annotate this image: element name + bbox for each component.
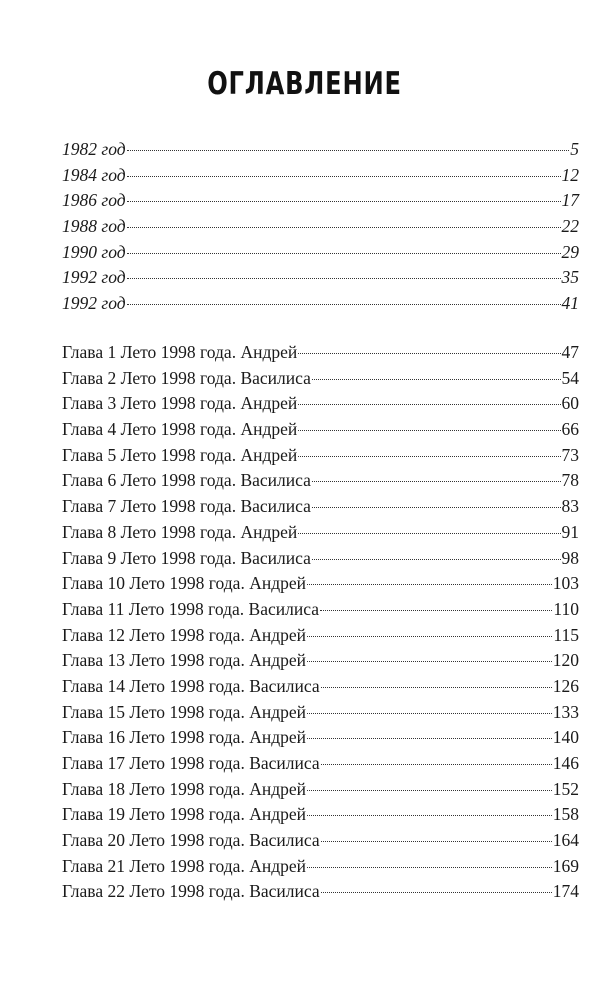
year-entry[interactable] [62, 240, 579, 266]
dot-leader [307, 867, 552, 868]
year-entry-label: 1990 год [62, 241, 126, 262]
chapter-entry-label: Глава 1 Лето 1998 года. Андрей [62, 342, 298, 362]
chapter-entry-page-number: 120 [552, 650, 579, 671]
chapter-entry-label: Глава 11 Лето 1998 года. Василиса [62, 598, 319, 619]
chapter-entry-page-number: 140 [552, 727, 579, 748]
chapter-entry-label: Глава 20 Лето 1998 года. Василиса [62, 830, 320, 851]
chapter-entry[interactable] [62, 648, 579, 674]
chapter-entry-label: Глава 6 Лето 1998 года. Василиса [62, 470, 311, 491]
dot-leader [312, 507, 561, 508]
year-entry-label: 1992 год [62, 293, 126, 314]
chapter-entry[interactable] [62, 674, 579, 700]
dot-leader [321, 892, 552, 893]
dot-leader [312, 379, 561, 380]
dot-leader [127, 227, 561, 228]
chapter-entry-page-number: 126 [552, 675, 579, 696]
chapter-entry[interactable] [62, 494, 579, 520]
year-entry-page-number: 17 [561, 190, 579, 211]
chapter-entry[interactable] [62, 443, 579, 469]
year-entry-page-number: 41 [561, 293, 579, 314]
chapter-entry-page-number: 73 [561, 444, 579, 465]
dot-leader [307, 636, 552, 637]
chapter-entry-label: Глава 16 Лето 1998 года. Андрей [62, 727, 306, 748]
chapter-entry-label: Глава 7 Лето 1998 года. Василиса [62, 496, 311, 517]
chapter-entry[interactable] [62, 725, 579, 751]
chapter-entry-page-number: 91 [561, 521, 579, 542]
year-entry[interactable] [62, 291, 579, 317]
chapter-entry[interactable] [62, 597, 579, 623]
chapter-entry[interactable] [62, 623, 579, 649]
dot-leader [298, 533, 560, 534]
chapter-entry-page-number: 83 [561, 496, 579, 517]
year-entry[interactable] [62, 188, 579, 214]
chapter-entry-page-number: 115 [553, 624, 579, 645]
chapter-entry[interactable] [62, 777, 579, 803]
year-entry-page-number: 22 [561, 216, 579, 237]
chapter-entry-page-number: 174 [552, 881, 579, 902]
dot-leader [127, 253, 561, 254]
dot-leader [320, 610, 552, 611]
chapter-entry-label: Глава 10 Лето 1998 года. Андрей [62, 573, 306, 594]
dot-leader [298, 430, 560, 431]
dot-leader [127, 304, 561, 305]
year-entry[interactable] [62, 265, 579, 291]
chapter-entry[interactable] [62, 391, 579, 417]
chapter-entry-label: Глава 12 Лето 1998 года. Андрей [62, 624, 306, 645]
chapter-entry-page-number: 98 [561, 547, 579, 568]
chapter-entry-label: Глава 18 Лето 1998 года. Андрей [62, 778, 306, 799]
chapter-entry-label: Глава 22 Лето 1998 года. Василиса [62, 881, 320, 902]
chapter-entry[interactable] [62, 751, 579, 777]
chapter-entry[interactable] [62, 468, 579, 494]
chapter-entry[interactable] [62, 520, 579, 546]
dot-leader [307, 584, 552, 585]
chapter-entry-label: Глава 21 Лето 1998 года. Андрей [62, 855, 306, 876]
chapter-entry-label: Глава 8 Лето 1998 года. Андрей [62, 521, 298, 542]
dot-leader [321, 764, 552, 765]
dot-leader [312, 481, 561, 482]
toc-chapters-section [62, 340, 579, 905]
page-title: ОГЛАВЛЕНИЕ [207, 66, 402, 102]
chapter-entry[interactable] [62, 828, 579, 854]
chapter-entry-page-number: 47 [561, 342, 579, 362]
chapter-entry-page-number: 54 [561, 367, 579, 388]
year-entry[interactable] [62, 137, 579, 163]
dot-leader [307, 815, 552, 816]
chapter-entry[interactable] [62, 854, 579, 880]
dot-leader [127, 176, 561, 177]
chapter-entry[interactable] [62, 417, 579, 443]
dot-leader [298, 353, 560, 354]
chapter-entry[interactable] [62, 366, 579, 392]
year-entry-label: 1986 год [62, 190, 126, 211]
year-entry[interactable] [62, 214, 579, 240]
chapter-entry-label: Глава 13 Лето 1998 года. Андрей [62, 650, 306, 671]
chapter-entry-label: Глава 19 Лето 1998 года. Андрей [62, 804, 306, 825]
dot-leader [127, 150, 570, 151]
chapter-entry[interactable] [62, 802, 579, 828]
year-entry-page-number: 12 [561, 164, 579, 185]
chapter-entry[interactable] [62, 546, 579, 572]
dot-leader [127, 278, 561, 279]
year-entry-page-number: 5 [570, 139, 579, 159]
year-entry-label: 1984 год [62, 164, 126, 185]
chapter-entry-label: Глава 3 Лето 1998 года. Андрей [62, 393, 298, 414]
dot-leader [307, 661, 552, 662]
toc-years-section [62, 137, 579, 317]
chapter-entry[interactable] [62, 700, 579, 726]
dot-leader [307, 713, 552, 714]
dot-leader [321, 687, 552, 688]
year-entry-label: 1992 год [62, 267, 126, 288]
dot-leader [298, 456, 560, 457]
dot-leader [298, 404, 560, 405]
chapter-entry-label: Глава 5 Лето 1998 года. Андрей [62, 444, 298, 465]
chapter-entry-label: Глава 17 Лето 1998 года. Василиса [62, 753, 320, 773]
dot-leader [312, 559, 561, 560]
dot-leader [321, 841, 552, 842]
chapter-entry-page-number: 78 [561, 470, 579, 491]
year-entry-page-number: 35 [561, 267, 579, 288]
chapter-entry-label: Глава 14 Лето 1998 года. Василиса [62, 675, 320, 696]
dot-leader [307, 738, 552, 739]
chapter-entry-label: Глава 9 Лето 1998 года. Василиса [62, 547, 311, 568]
chapter-entry-page-number: 133 [552, 701, 579, 722]
chapter-entry-label: Глава 15 Лето 1998 года. Андрей [62, 701, 306, 722]
year-entry-label: 1982 год [62, 139, 126, 159]
chapter-entry-page-number: 169 [552, 855, 579, 876]
chapter-entry[interactable] [62, 571, 579, 597]
dot-leader [127, 201, 561, 202]
year-entry-label: 1988 год [62, 216, 126, 237]
chapter-entry-page-number: 146 [552, 753, 579, 773]
chapter-entry-page-number: 152 [552, 778, 579, 799]
chapter-entry-page-number: 103 [552, 573, 579, 594]
chapter-entry-page-number: 66 [561, 419, 579, 440]
chapter-entry-page-number: 158 [552, 804, 579, 825]
chapter-entry[interactable] [62, 340, 579, 366]
chapter-entry-page-number: 60 [561, 393, 579, 414]
dot-leader [307, 790, 552, 791]
chapter-entry[interactable] [62, 879, 579, 905]
year-entry-page-number: 29 [561, 241, 579, 262]
chapter-entry-label: Глава 2 Лето 1998 года. Василиса [62, 367, 311, 388]
year-entry[interactable] [62, 163, 579, 189]
chapter-entry-page-number: 164 [552, 830, 579, 851]
chapter-entry-page-number: 110 [553, 598, 579, 619]
chapter-entry-label: Глава 4 Лето 1998 года. Андрей [62, 419, 298, 440]
